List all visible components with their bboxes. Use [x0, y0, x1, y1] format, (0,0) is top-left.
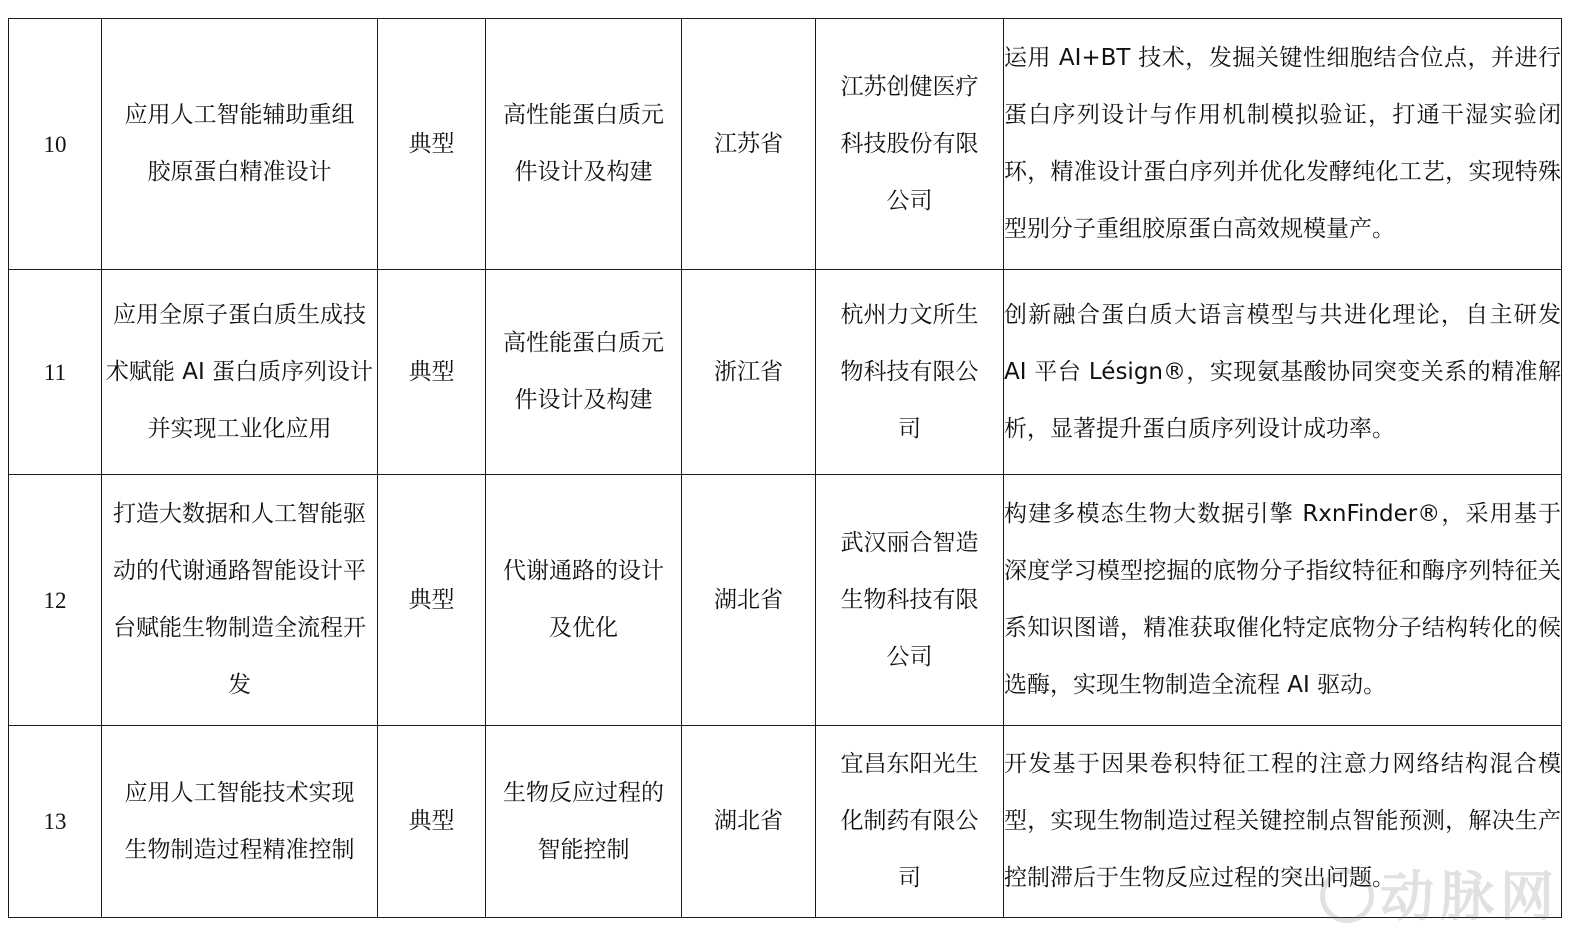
- project-name: [102, 270, 378, 475]
- project-name: [102, 475, 378, 726]
- project-direction-text: 高性能蛋白质元件设计及构建: [503, 330, 664, 413]
- company-name: [816, 726, 1004, 918]
- project-type: 典型: [378, 19, 486, 270]
- project-name: [102, 19, 378, 270]
- project-description: 构建多模态生物大数据引擎 RxnFinder®，采用基于深度学习模型挖掘的底物分子指纹特征和酶序列特征关系知识图谱，精准获取催化特定底物分子结构转化的候选酶，实现生物制造全流程 AI 驱动。: [1004, 475, 1562, 726]
- row-number: 12: [9, 475, 102, 726]
- table-row: [9, 726, 1562, 918]
- company-name-text: 杭州力文所生物科技有限公司: [840, 301, 979, 442]
- row-number: 11: [9, 270, 102, 475]
- project-name-text: 应用全原子蛋白质生成技术赋能 AI 蛋白质序列设计并实现工业化应用: [105, 301, 374, 442]
- table-row: [9, 270, 1562, 475]
- table-row: [9, 475, 1562, 726]
- project-description: 开发基于因果卷积特征工程的注意力网络结构混合模型，实现生物制造过程关键控制点智能预测，解决生产控制滞后于生物反应过程的突出问题。: [1004, 726, 1562, 918]
- province: 浙江省: [682, 270, 816, 475]
- project-name-text: 打造大数据和人工智能驱动的代谢通路智能设计平台赋能生物制造全流程开发: [113, 501, 366, 698]
- project-direction: [486, 475, 682, 726]
- project-name: [102, 726, 378, 918]
- project-direction-text: 生物反应过程的智能控制: [503, 779, 664, 863]
- project-direction: [486, 19, 682, 270]
- company-name: [816, 270, 1004, 475]
- project-type: 典型: [378, 270, 486, 475]
- project-description: 创新融合蛋白质大语言模型与共进化理论，自主研发 AI 平台 Lésign®，实现氨基酸协同突变关系的精准解析，显著提升蛋白质序列设计成功率。: [1004, 270, 1562, 475]
- table-row: [9, 19, 1562, 270]
- project-direction: [486, 726, 682, 918]
- province: 湖北省: [682, 726, 816, 918]
- project-name-text: 应用人工智能技术实现生物制造过程精准控制: [124, 779, 355, 863]
- project-direction-text: 高性能蛋白质元件设计及构建: [503, 102, 664, 185]
- company-name: [816, 19, 1004, 270]
- row-number: 10: [9, 19, 102, 270]
- project-direction-text: 代谢通路的设计及优化: [503, 558, 664, 641]
- company-name-text: 宜昌东阳光生化制药有限公司: [840, 751, 979, 891]
- project-type: 典型: [378, 726, 486, 918]
- project-type: 典型: [378, 475, 486, 726]
- company-name-text: 江苏创健医疗科技股份有限公司: [840, 73, 979, 214]
- project-name-text: 应用人工智能辅助重组胶原蛋白精准设计: [124, 102, 355, 185]
- row-number: 13: [9, 726, 102, 918]
- province: 江苏省: [682, 19, 816, 270]
- projects-table: [8, 18, 1562, 918]
- company-name: [816, 475, 1004, 726]
- province: 湖北省: [682, 475, 816, 726]
- project-description: 运用 AI+BT 技术，发掘关键性细胞结合位点，并进行蛋白序列设计与作用机制模拟验证，打通干湿实验闭环，精准设计蛋白序列并优化发酵纯化工艺，实现特殊型别分子重组胶原蛋白高效规模量产。: [1004, 19, 1562, 270]
- company-name-text: 武汉丽合智造生物科技有限公司: [840, 529, 979, 670]
- project-direction: [486, 270, 682, 475]
- watermark-text: 动脉网: [1380, 865, 1560, 928]
